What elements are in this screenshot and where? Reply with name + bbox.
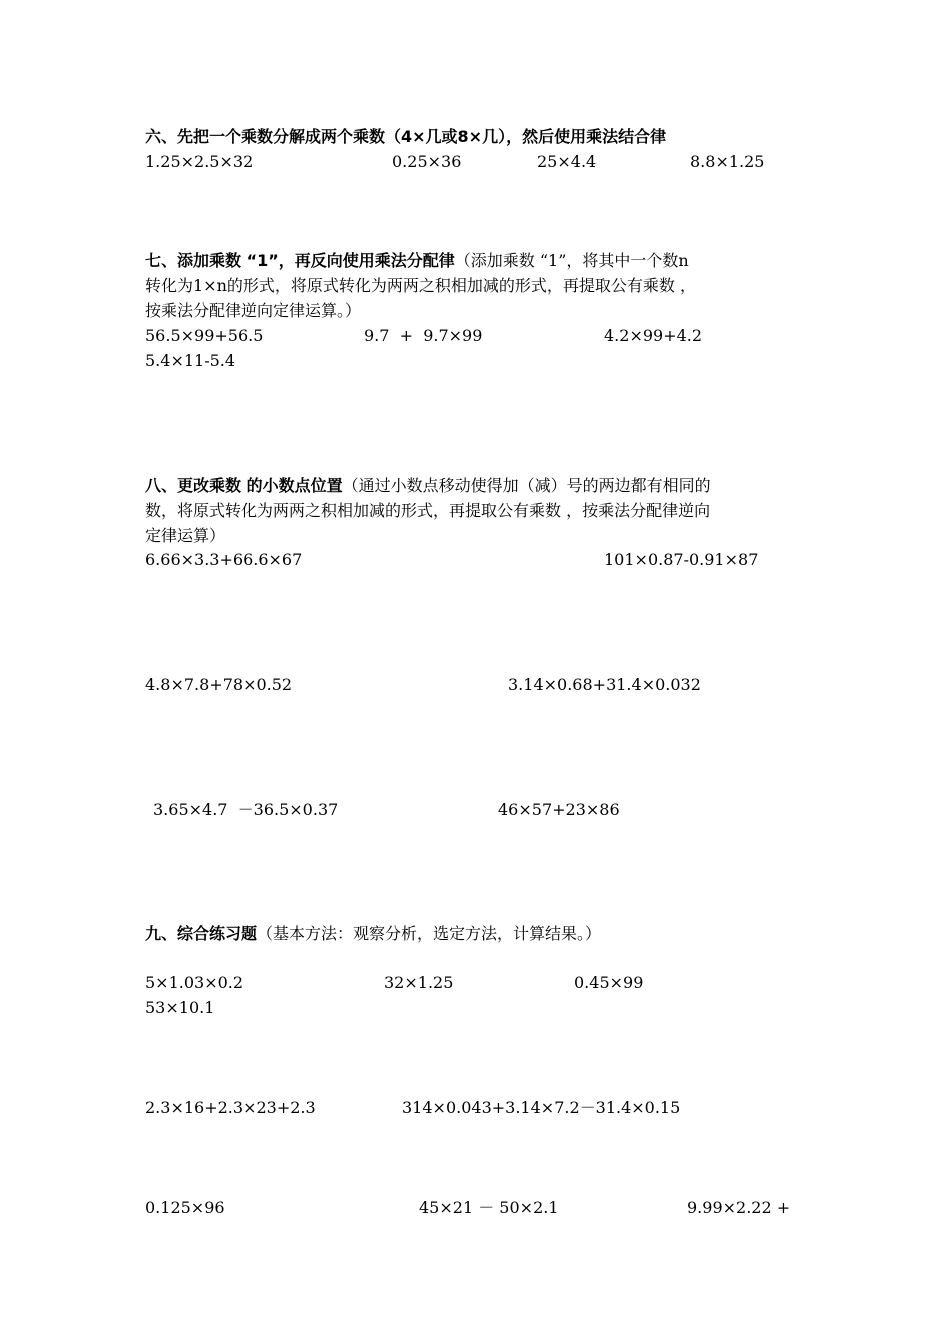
section-8-heading-line (145, 476, 711, 496)
problem: 314×0.043+3.14×7.2－31.4×0.15 (402, 1098, 681, 1117)
section-8-heading: 八、更改乘数 的小数点位置 (145, 476, 343, 495)
problem: 3.14×0.68+31.4×0.032 (508, 675, 701, 694)
problem: 3.65×4.7 －36.5×0.37 (153, 800, 339, 819)
section-7-heading-line (145, 251, 689, 271)
section-6-heading: 六、先把一个乘数分解成两个乘数（4×几或8×几），然后使用乘法结合律 (145, 127, 667, 146)
problem: 6.66×3.3+66.6×67 (145, 550, 303, 569)
section-7-heading: 七、添加乘数 “1”，再反向使用乘法分配律 (145, 251, 455, 270)
problem: 101×0.87-0.91×87 (604, 550, 759, 569)
section-7-note: （添加乘数 “1”，将其中一个数n (454, 251, 689, 270)
section-8-note: （通过小数点移动使得加（减）号的两边都有相同的 (342, 476, 711, 495)
section-8-note: 数，将原式转化为两两之积相加减的形式，再提取公有乘数 ，按乘法分配律逆向 (145, 501, 711, 520)
section-8-note: 定律运算） (145, 526, 226, 545)
problem: 25×4.4 (537, 152, 597, 171)
problem: 9.7 + 9.7×99 (364, 326, 483, 345)
section-7-note: 转化为1×n的形式，将原式转化为两两之积相加减的形式，再提取公有乘数 ， (145, 276, 696, 295)
problem: 1.25×2.5×32 (145, 152, 254, 171)
problem: 9.99×2.22 + (687, 1198, 791, 1217)
section-9-note: （基本方法：观察分析，选定方法，计算结果。） (257, 924, 602, 943)
problem: 4.8×7.8+78×0.52 (145, 675, 293, 694)
section-9-heading-line (145, 924, 601, 944)
problem: 46×57+23×86 (498, 800, 620, 819)
problem: 2.3×16+2.3×23+2.3 (145, 1098, 316, 1117)
problem: 45×21 － 50×2.1 (419, 1198, 559, 1217)
problem: 0.125×96 (145, 1198, 225, 1217)
problem: 53×10.1 (145, 998, 215, 1017)
section-9-heading: 九、综合练习题 (145, 924, 258, 943)
problem: 5.4×11-5.4 (145, 351, 236, 370)
section-7-note: 按乘法分配律逆向定律运算。） (145, 301, 362, 320)
problem: 8.8×1.25 (690, 152, 765, 171)
problem: 5×1.03×0.2 (145, 973, 244, 992)
problem: 0.25×36 (392, 152, 462, 171)
problem: 4.2×99+4.2 (604, 326, 703, 345)
problem: 32×1.25 (384, 973, 454, 992)
problem: 56.5×99+56.5 (145, 326, 264, 345)
problem: 0.45×99 (574, 973, 644, 992)
